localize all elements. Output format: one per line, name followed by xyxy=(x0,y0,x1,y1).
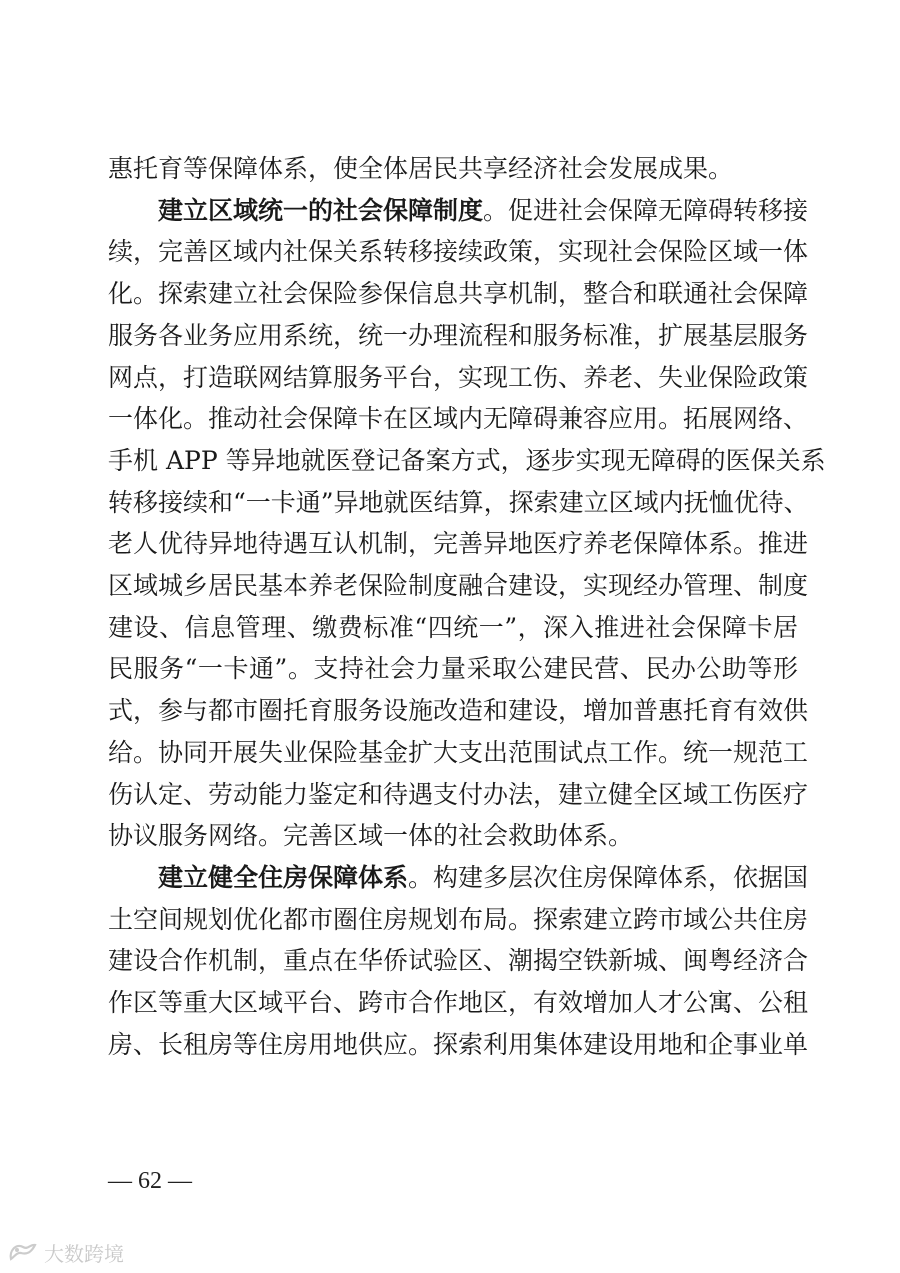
text-line xyxy=(108,524,809,564)
text-line xyxy=(108,941,809,981)
line-text: 续，完善区域内社保关系转移接续政策，实现社会保险区域一体 xyxy=(108,237,809,266)
section-heading: 建立区域统一的社会保障制度 xyxy=(158,196,484,225)
text-line xyxy=(108,983,809,1023)
line-text: 建设、信息管理、缴费标准“四统一”，深入推进社会保障卡居 xyxy=(108,613,798,642)
line-text: 区域城乡居民基本养老保险制度融合建设，实现经办管理、制度 xyxy=(108,571,809,600)
line-text: 一体化。推动社会保障卡在区域内无障碍兼容应用。拓展网络、 xyxy=(108,404,809,433)
text-line xyxy=(108,274,809,314)
text-line xyxy=(108,483,809,523)
line-text: 惠托育等保障体系，使全体居民共享经济社会发展成果。 xyxy=(108,154,734,183)
text-line xyxy=(108,441,826,481)
text-line xyxy=(108,649,798,689)
text-line xyxy=(158,858,809,898)
line-text: 伤认定、劳动能力鉴定和待遇支付办法，建立健全区域工伤医疗 xyxy=(108,780,809,809)
line-text: 。促进社会保障无障碍转移接 xyxy=(483,196,809,225)
line-text: 作区等重大区域平台、跨市合作地区，有效增加人才公寓、公租 xyxy=(108,988,809,1017)
line-text: 房、长租房等住房用地供应。探索利用集体建设用地和企事业单 xyxy=(108,1030,809,1059)
text-line xyxy=(108,608,798,648)
text-line xyxy=(108,900,809,940)
line-text: 给。协同开展失业保险基金扩大支出范围试点工作。统一规范工 xyxy=(108,738,809,767)
line-text: 。构建多层次住房保障体系，依据国 xyxy=(408,863,809,892)
watermark-logo-icon xyxy=(8,1239,38,1265)
text-line xyxy=(108,149,798,189)
line-text: 转移接续和“一卡通”异地就医结算，探索建立区域内抚恤优待、 xyxy=(108,488,809,517)
line-text: 土空间规划优化都市圈住房规划布局。探索建立跨市域公共住房 xyxy=(108,905,809,934)
line-text: 服务各业务应用系统，统一办理流程和服务标准，扩展基层服务 xyxy=(108,321,809,350)
watermark-text: 大数跨境 xyxy=(44,1243,124,1266)
text-line xyxy=(108,316,809,356)
line-text: 老人优待异地待遇互认机制，完善异地医疗养老保障体系。推进 xyxy=(108,529,809,558)
text-line xyxy=(158,191,809,231)
line-text: 式，参与都市圈托育服务设施改造和建设，增加普惠托育有效供 xyxy=(108,696,809,725)
text-line xyxy=(108,232,809,272)
text-line xyxy=(108,1025,809,1065)
line-text: 手机 APP 等异地就医登记备案方式，逐步实现无障碍的医保关系 xyxy=(108,446,826,475)
text-line xyxy=(108,399,809,439)
page-number: — 62 — xyxy=(108,1168,192,1194)
text-line xyxy=(108,358,809,398)
text-line xyxy=(108,816,798,856)
text-line xyxy=(108,733,809,773)
text-line xyxy=(108,566,809,606)
line-text: 民服务“一卡通”。支持社会力量采取公建民营、民办公助等形 xyxy=(108,654,798,683)
text-line xyxy=(108,775,809,815)
line-text: 化。探索建立社会保险参保信息共享机制，整合和联通社会保障 xyxy=(108,279,809,308)
watermark xyxy=(8,1238,124,1266)
text-line xyxy=(108,691,809,731)
line-text: 网点，打造联网结算服务平台，实现工伤、养老、失业保险政策 xyxy=(108,363,809,392)
line-text: 协议服务网络。完善区域一体的社会救助体系。 xyxy=(108,821,634,850)
line-text: 建设合作机制，重点在华侨试验区、潮揭空铁新城、闽粤经济合 xyxy=(108,946,809,975)
section-heading: 建立健全住房保障体系 xyxy=(158,863,409,892)
